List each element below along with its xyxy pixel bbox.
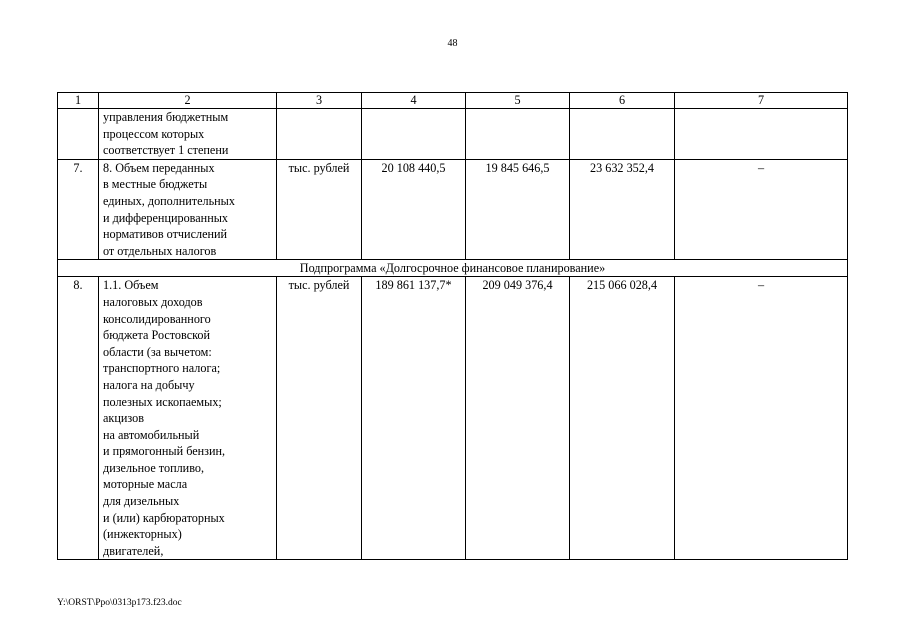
indicator-name-line: бюджета Ростовской <box>103 328 211 343</box>
value-cell: 209 049 376,4 <box>466 277 570 560</box>
table-row-continuation <box>58 109 848 160</box>
column-header: 4 <box>362 93 466 109</box>
indicator-name-line: и дифференцированных <box>103 210 229 225</box>
indicator-name-line: для дизельных <box>103 494 180 509</box>
indicator-name-line: области (за вычетом: <box>103 344 212 359</box>
value-cell <box>466 109 570 160</box>
value-cell: 215 066 028,4 <box>570 277 675 560</box>
value-cell: 19 845 646,5 <box>466 159 570 260</box>
indicator-name-line: (инжекторных) <box>103 527 182 542</box>
indicator-name-line: полезных ископаемых; <box>103 394 222 409</box>
indicator-name-line: нормативов отчислений <box>103 227 228 242</box>
unit-cell: тыс. рублей <box>277 277 362 560</box>
indicator-name-line: соответствует 1 степени <box>103 143 229 158</box>
row-number-cell: 8. <box>58 277 99 560</box>
indicator-name-cell <box>99 109 277 160</box>
unit-cell <box>277 109 362 160</box>
column-header: 3 <box>277 93 362 109</box>
column-header: 5 <box>466 93 570 109</box>
indicator-name-line: на автомобильный <box>103 427 200 442</box>
unit-cell: тыс. рублей <box>277 159 362 260</box>
indicator-name-line: транспортного налога; <box>103 361 221 376</box>
table-row <box>58 159 848 260</box>
row-number-cell: 7. <box>58 159 99 260</box>
column-header: 1 <box>58 93 99 109</box>
indicator-name-line: и прямогонный бензин, <box>103 444 226 459</box>
indicator-name-line: дизельное топливо, <box>103 460 205 475</box>
indicator-name-line: управления бюджетным <box>103 110 229 124</box>
value-cell: – <box>675 277 848 560</box>
subprogram-title: Подпрограмма «Долгосрочное финансовое планирование» <box>58 260 848 277</box>
value-cell: 189 861 137,7* <box>362 277 466 560</box>
indicator-name-line: процессом которых <box>103 126 205 141</box>
column-header: 7 <box>675 93 848 109</box>
indicator-name-line: налоговых доходов <box>103 294 203 309</box>
indicator-name-line: моторные масла <box>103 477 188 492</box>
value-cell: 20 108 440,5 <box>362 159 466 260</box>
section-row <box>58 260 848 277</box>
indicator-name-line: налога на добычу <box>103 377 195 392</box>
indicator-name-cell <box>99 159 277 260</box>
indicator-name-line: единых, дополнительных <box>103 193 235 208</box>
table-row <box>58 277 848 560</box>
indicator-name-cell <box>99 277 277 560</box>
indicator-name-line: в местные бюджеты <box>103 177 208 192</box>
indicator-name-line: двигателей, <box>103 543 164 558</box>
indicator-name-line: 1.1. Объем <box>103 278 159 293</box>
data-table <box>57 92 848 560</box>
value-cell: 23 632 352,4 <box>570 159 675 260</box>
column-header: 2 <box>99 93 277 109</box>
value-cell <box>675 109 848 160</box>
indicator-name-line: и (или) карбюраторных <box>103 510 225 525</box>
value-cell <box>570 109 675 160</box>
document-file-path: Y:\ORST\Ppo\0313p173.f23.doc <box>57 598 182 608</box>
indicator-name-line: от отдельных налогов <box>103 243 217 258</box>
indicator-name-line: 8. Объем переданных <box>103 160 215 175</box>
value-cell <box>362 109 466 160</box>
page-number: 48 <box>447 38 458 49</box>
column-header: 6 <box>570 93 675 109</box>
value-cell: – <box>675 159 848 260</box>
table-header-row <box>58 93 848 109</box>
indicator-name-line: акцизов <box>103 411 144 426</box>
indicator-name-line: консолидированного <box>103 311 211 326</box>
row-number-cell <box>58 109 99 160</box>
